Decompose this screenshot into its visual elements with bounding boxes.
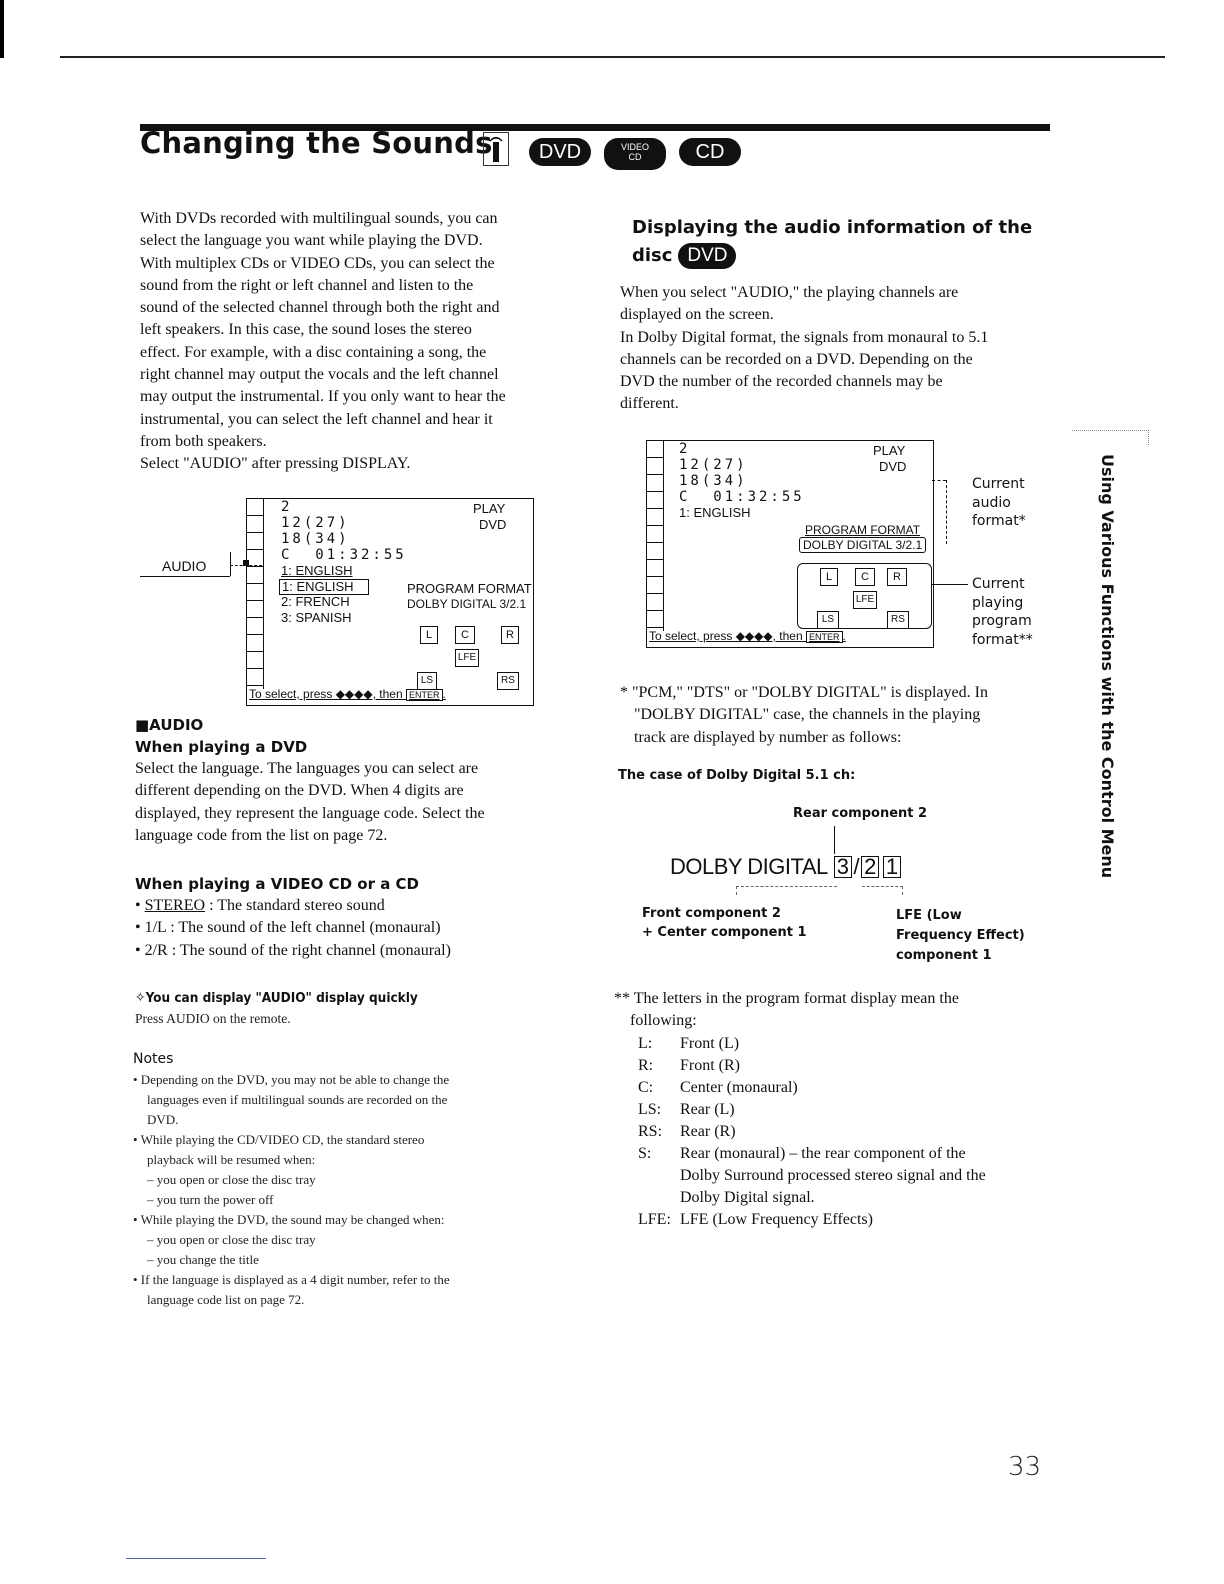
title-number: 2 bbox=[679, 441, 688, 457]
footnote-line: track are displayed by number as follows: bbox=[634, 728, 902, 746]
legend-row: RS: Rear (R) bbox=[638, 1122, 736, 1140]
selected-row-marker bbox=[243, 560, 249, 566]
remote-icon bbox=[483, 132, 509, 166]
note-line: playback will be resumed when: bbox=[147, 1152, 316, 1167]
rear-digit: 2 bbox=[861, 856, 879, 878]
channel-ls: LS bbox=[417, 672, 437, 690]
instructions-text: To select, press ◆◆◆◆, then bbox=[649, 629, 803, 643]
audio-heading: ■AUDIO bbox=[135, 716, 204, 734]
legend-row: LS: Rear (L) bbox=[638, 1100, 735, 1118]
channel-c: C bbox=[455, 626, 475, 644]
callout-audio-format: Current audio format* bbox=[972, 476, 1026, 529]
play-status: PLAY bbox=[473, 501, 506, 516]
front-digit: 3 bbox=[834, 856, 852, 878]
note-line: languages even if multilingual sounds are recorded on the bbox=[147, 1092, 448, 1107]
note-line: language code list on page 72. bbox=[147, 1292, 305, 1307]
lightbulb-icon: ✧ bbox=[135, 990, 146, 1006]
instructions-text: To select, press ◆◆◆◆, then bbox=[249, 687, 403, 701]
page-title: Changing the Sounds bbox=[140, 126, 493, 160]
intro-paragraph bbox=[140, 208, 580, 476]
right-line: When you select "AUDIO," the playing channels are bbox=[620, 284, 959, 301]
enter-key-icon: ENTER bbox=[406, 689, 443, 701]
front-component-label: Front component 2 + Center component 1 bbox=[642, 906, 807, 940]
notes-heading: Notes bbox=[133, 1051, 174, 1067]
vcd-options-list bbox=[135, 895, 595, 962]
program-format-value: DOLBY DIGITAL 3/2.1 bbox=[799, 537, 926, 553]
enter-key-icon: ENTER bbox=[806, 631, 843, 643]
dvd-line: different depending on the DVD. When 4 digits are bbox=[135, 782, 464, 800]
footnote-program-format bbox=[614, 988, 1054, 1231]
intro-line: With multiplex CDs or VIDEO CDs, you can select the bbox=[140, 254, 495, 272]
tip-heading: You can display "AUDIO" display quickly bbox=[145, 990, 418, 1006]
chapter-counter: 12(27) bbox=[679, 457, 748, 473]
vcd-option: • 1/L : The sound of the left channel (monaural) bbox=[135, 919, 441, 937]
right-paragraph bbox=[620, 282, 1050, 416]
audio-settings-screen bbox=[246, 498, 534, 706]
dvd-line: displayed, they represent the language code. Select the bbox=[135, 804, 485, 822]
note-line: • Depending on the DVD, you may not be able to change the bbox=[133, 1072, 450, 1087]
lfe-component-label: LFE (Low Frequency Effect) component 1 bbox=[896, 908, 1025, 963]
intro-line: may output the instrumental. If you only want to hear the bbox=[140, 388, 506, 406]
cd-badge: CD bbox=[679, 138, 741, 166]
intro-line: effect. For example, with a disc containing a song, the bbox=[140, 343, 487, 361]
rear-component-label: Rear component 2 bbox=[793, 806, 928, 821]
elapsed-time: C 01:32:55 bbox=[281, 547, 407, 563]
intro-line: Select "AUDIO" after pressing DISPLAY. bbox=[140, 455, 411, 473]
audio-section bbox=[135, 714, 595, 962]
dvd-line: Select the language. The languages you can select are bbox=[135, 760, 479, 777]
footnote-line: "DOLBY DIGITAL" case, the channels in the playing bbox=[634, 706, 981, 724]
right-line: channels can be recorded on a DVD. Depending on the bbox=[620, 350, 973, 368]
audio-callout-underline bbox=[140, 576, 230, 577]
language-option[interactable]: 2: FRENCH bbox=[281, 594, 350, 609]
note-line: – you open or close the disc tray bbox=[147, 1232, 316, 1247]
side-tab-marker bbox=[1072, 430, 1149, 445]
intro-line: instrumental, you can select the left channel and hear it bbox=[140, 410, 493, 428]
vcd-option: • 2/R : The sound of the right channel (monaural) bbox=[135, 941, 451, 959]
dvd-line: language code from the list on page 72. bbox=[135, 826, 388, 844]
side-tab-label: Using Various Functions with the Control Menu bbox=[1098, 454, 1117, 879]
intro-line: right channel may output the vocals and the left channel bbox=[140, 366, 499, 384]
chapter-counter-2: 18(34) bbox=[679, 473, 748, 489]
dolby-digital-display: DOLBY DIGITAL 3 / 2 1 bbox=[670, 854, 901, 880]
dvd-badge: DVD bbox=[678, 243, 736, 269]
channel-r: R bbox=[501, 626, 519, 644]
screen-instructions: To select, press ◆◆◆◆, then ENTER . bbox=[249, 687, 446, 701]
legend-row: LFE: LFE (Low Frequency Effects) bbox=[638, 1210, 873, 1228]
program-format-label: PROGRAM FORMAT bbox=[805, 523, 921, 537]
disc-type: DVD bbox=[879, 459, 907, 474]
footnote-line: * "PCM," "DTS" or "DOLBY DIGITAL" is displayed. In bbox=[620, 684, 988, 701]
legend-row: L: Front (L) bbox=[638, 1034, 740, 1052]
front-bracket bbox=[736, 886, 837, 895]
legend-row: S: Rear (monaural) – the rear component of the bbox=[638, 1144, 966, 1162]
right-heading-line: disc bbox=[632, 245, 673, 266]
play-status: PLAY bbox=[873, 443, 906, 458]
callout-leader bbox=[946, 480, 947, 544]
dvd-subheading: When playing a DVD bbox=[135, 738, 308, 756]
intro-line: from both speakers. bbox=[140, 432, 267, 450]
dolby-digital-label: DOLBY DIGITAL bbox=[670, 854, 828, 879]
elapsed-time: C 01:32:55 bbox=[679, 489, 805, 505]
right-line: DVD the number of the recorded channels may be bbox=[620, 373, 943, 391]
tip-block bbox=[135, 986, 595, 1028]
right-heading-line: Displaying the audio information of the bbox=[632, 217, 1033, 238]
vcd-option: • STEREO : The standard stereo sound bbox=[135, 897, 385, 915]
intro-line: With DVDs recorded with multilingual sounds, you can bbox=[140, 210, 498, 227]
chapter-counter: 12(27) bbox=[281, 515, 350, 531]
current-language: 1: ENGLISH bbox=[679, 505, 751, 520]
vcd-subheading: When playing a VIDEO CD or a CD bbox=[135, 875, 420, 894]
right-line: displayed on the screen. bbox=[620, 306, 774, 324]
channel-ls: LS bbox=[817, 611, 839, 629]
lfe-bracket bbox=[862, 886, 903, 895]
channel-rs: RS bbox=[887, 611, 909, 629]
legend-row: R: Front (R) bbox=[638, 1056, 740, 1074]
note-line: • While playing the DVD, the sound may be changed when: bbox=[133, 1212, 445, 1227]
scan-edge-mark bbox=[0, 0, 4, 58]
callout-program-format: Current playing program format** bbox=[972, 576, 1033, 648]
channel-l: L bbox=[420, 626, 438, 644]
footnote-line: ** The letters in the program format display mean the bbox=[614, 990, 959, 1007]
channel-rs: RS bbox=[497, 672, 519, 690]
dvd-badge: DVD bbox=[529, 138, 591, 166]
callout-leader bbox=[932, 480, 946, 481]
right-heading bbox=[632, 214, 1052, 270]
chapter-counter-2: 18(34) bbox=[281, 531, 350, 547]
program-format-legend bbox=[638, 1033, 986, 1231]
footnote-line: following: bbox=[630, 1012, 697, 1030]
legend-row: Dolby Digital signal. bbox=[680, 1188, 815, 1206]
selected-language: 1: ENGLISH bbox=[281, 563, 353, 578]
intro-line: sound of the selected channel through both the right and bbox=[140, 299, 500, 317]
right-line: In Dolby Digital format, the signals from monaural to 5.1 bbox=[620, 328, 989, 346]
rear-leader bbox=[834, 826, 835, 854]
right-line: different. bbox=[620, 395, 679, 413]
page-number: 33 bbox=[1008, 1452, 1042, 1482]
note-line: • If the language is displayed as a 4 digit number, refer to the bbox=[133, 1272, 450, 1287]
legend-row: Dolby Surround processed stereo signal and the bbox=[680, 1166, 986, 1184]
intro-line: select the language you want while playing the DVD. bbox=[140, 232, 483, 250]
intro-line: left speakers. In this case, the sound loses the stereo bbox=[140, 321, 472, 339]
dolby-case-heading: The case of Dolby Digital 5.1 ch: bbox=[618, 768, 856, 783]
bottom-rule bbox=[126, 1558, 266, 1559]
language-option[interactable]: 3: SPANISH bbox=[281, 610, 352, 625]
footnote-audio-format bbox=[620, 682, 1060, 749]
tip-text: Press AUDIO on the remote. bbox=[135, 1011, 291, 1026]
audio-callout-label: AUDIO bbox=[162, 558, 207, 574]
program-format-label: PROGRAM FORMAT bbox=[407, 581, 532, 596]
note-line: • While playing the CD/VIDEO CD, the standard stereo bbox=[133, 1132, 425, 1147]
channel-r: R bbox=[887, 568, 907, 586]
audio-callout-stem bbox=[230, 552, 231, 576]
video-cd-badge: VIDEO CD bbox=[604, 138, 666, 170]
channel-lfe: LFE bbox=[853, 591, 877, 609]
channel-l: L bbox=[820, 568, 838, 586]
language-option-highlighted[interactable]: 1: ENGLISH bbox=[279, 579, 369, 595]
title-number: 2 bbox=[281, 499, 290, 515]
note-line: – you turn the power off bbox=[147, 1192, 274, 1207]
disc-type: DVD bbox=[479, 517, 507, 532]
note-line: DVD. bbox=[147, 1112, 179, 1127]
scan-top-line bbox=[60, 56, 1165, 58]
side-tab bbox=[1097, 454, 1117, 879]
intro-line: sound from the right or left channel and listen to the bbox=[140, 276, 474, 294]
note-line: – you open or close the disc tray bbox=[147, 1172, 316, 1187]
lfe-digit: 1 bbox=[883, 856, 901, 878]
channel-lfe: LFE bbox=[455, 649, 479, 667]
note-line: – you change the title bbox=[147, 1252, 259, 1267]
legend-row: C: Center (monaural) bbox=[638, 1078, 798, 1096]
audio-info-screen bbox=[646, 440, 934, 648]
notes-block bbox=[133, 1048, 583, 1310]
channel-c: C bbox=[855, 568, 875, 586]
screen-instructions: To select, press ◆◆◆◆, then ENTER . bbox=[649, 629, 846, 643]
callout-leader bbox=[932, 584, 968, 585]
program-format-value: DOLBY DIGITAL 3/2.1 bbox=[407, 597, 527, 611]
